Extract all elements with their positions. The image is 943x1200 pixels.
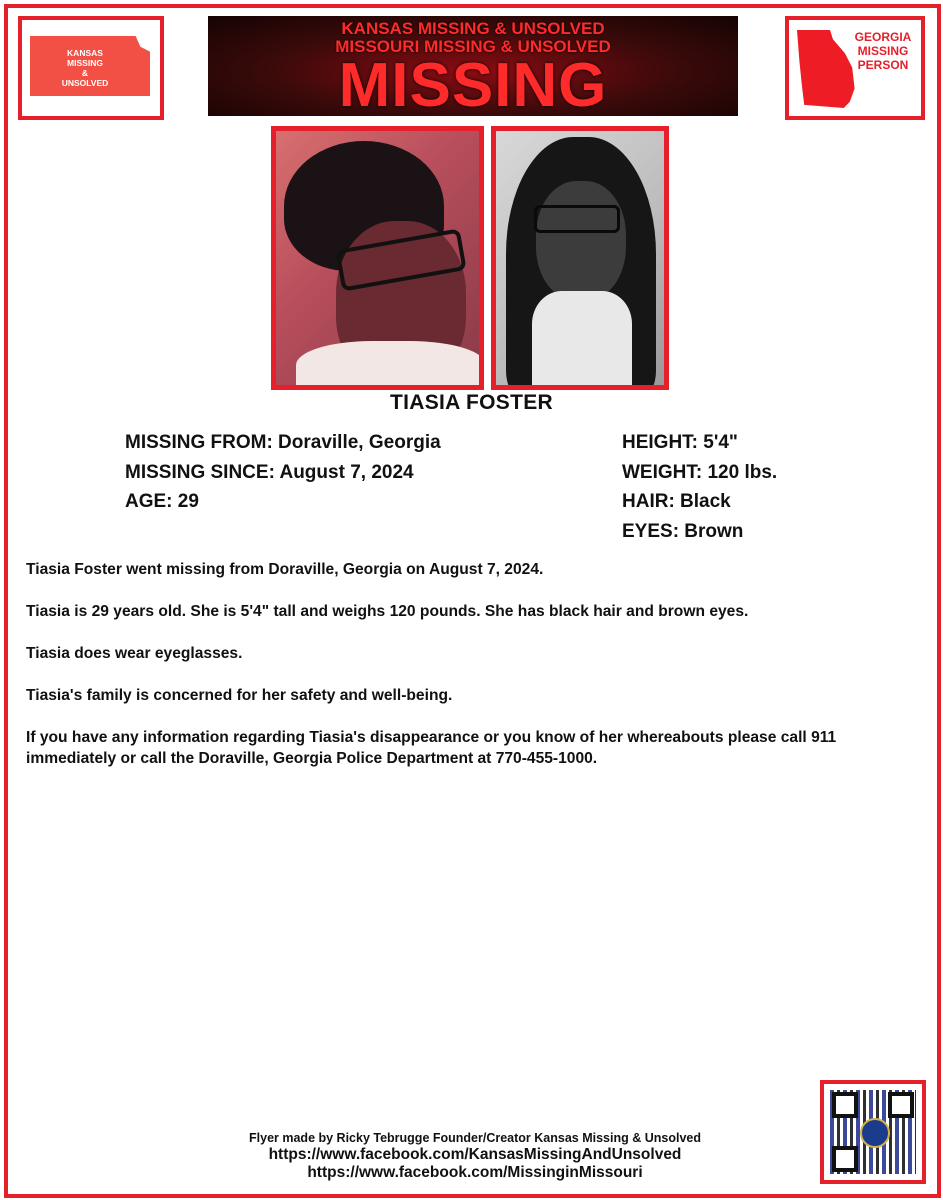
- eyes: EYES: Brown: [622, 520, 744, 542]
- banner-line-2: MISSOURI MISSING & UNSOLVED: [335, 37, 611, 56]
- banner-line-1: KANSAS MISSING & UNSOLVED: [341, 19, 605, 38]
- missing-since: MISSING SINCE: August 7, 2024: [125, 461, 414, 483]
- height: HEIGHT: 5'4": [622, 432, 738, 453]
- missing-banner: [208, 16, 738, 116]
- qr-finder: [832, 1092, 858, 1118]
- photo-left: [271, 126, 484, 390]
- weight: WEIGHT: 120 lbs.: [622, 461, 778, 483]
- age: AGE: 29: [125, 491, 199, 512]
- description-paragraph: Tiasia's family is concerned for her safety and well-being.: [26, 687, 453, 704]
- photo-shirt: [532, 291, 632, 390]
- photo-face: [536, 181, 626, 301]
- description-paragraph: Tiasia does wear eyeglasses.: [26, 645, 243, 662]
- footer: [150, 1131, 800, 1182]
- georgia-logo: [785, 16, 925, 120]
- details-right: [622, 428, 777, 546]
- kansas-seal-icon: [860, 1118, 890, 1148]
- details-left: [125, 428, 441, 517]
- kansas-logo-text: [48, 48, 122, 88]
- kansas-logo-line: UNSOLVED: [61, 78, 109, 88]
- georgia-logo-text: [843, 30, 923, 72]
- description: [26, 559, 921, 790]
- kansas-logo: [18, 16, 164, 120]
- description-paragraph: Tiasia is 29 years old. She is 5'4" tall and weighs 120 pounds. She has black hair and brown eyes.: [26, 603, 749, 620]
- kansas-logo-line: KANSAS: [67, 48, 103, 58]
- footer-link-kansas[interactable]: https://www.facebook.com/KansasMissingAndUnsolved: [268, 1146, 682, 1163]
- missing-from: MISSING FROM: Doraville, Georgia: [125, 432, 441, 453]
- georgia-logo-line: PERSON: [857, 58, 909, 72]
- footer-credit: Flyer made by Ricky Tebrugge Founder/Creator Kansas Missing & Unsolved: [249, 1131, 701, 1145]
- photo-right: [491, 126, 669, 390]
- georgia-logo-line: GEORGIA: [854, 30, 912, 44]
- description-paragraph: Tiasia Foster went missing from Doraville, Georgia on August 7, 2024.: [26, 561, 544, 578]
- kansas-logo-line: MISSING: [67, 58, 103, 68]
- qr-code[interactable]: [820, 1080, 926, 1184]
- georgia-logo-line: MISSING: [857, 44, 909, 58]
- qr-finder: [832, 1146, 858, 1172]
- qr-finder: [888, 1092, 914, 1118]
- eyeglasses-icon: [534, 205, 620, 233]
- description-paragraph: If you have any information regarding Tiasia's disappearance or you know of her whereabouts please call 911 immediately or call the Doraville, Georgia Police Department at 770-455-1000.: [26, 729, 837, 767]
- footer-link-missouri[interactable]: https://www.facebook.com/MissinginMissouri: [307, 1164, 643, 1181]
- banner-headline: MISSING: [338, 51, 608, 116]
- photo-shirt: [296, 341, 484, 390]
- person-name: TIASIA FOSTER: [390, 391, 553, 414]
- kansas-logo-line: &: [81, 68, 89, 78]
- hair: HAIR: Black: [622, 491, 731, 512]
